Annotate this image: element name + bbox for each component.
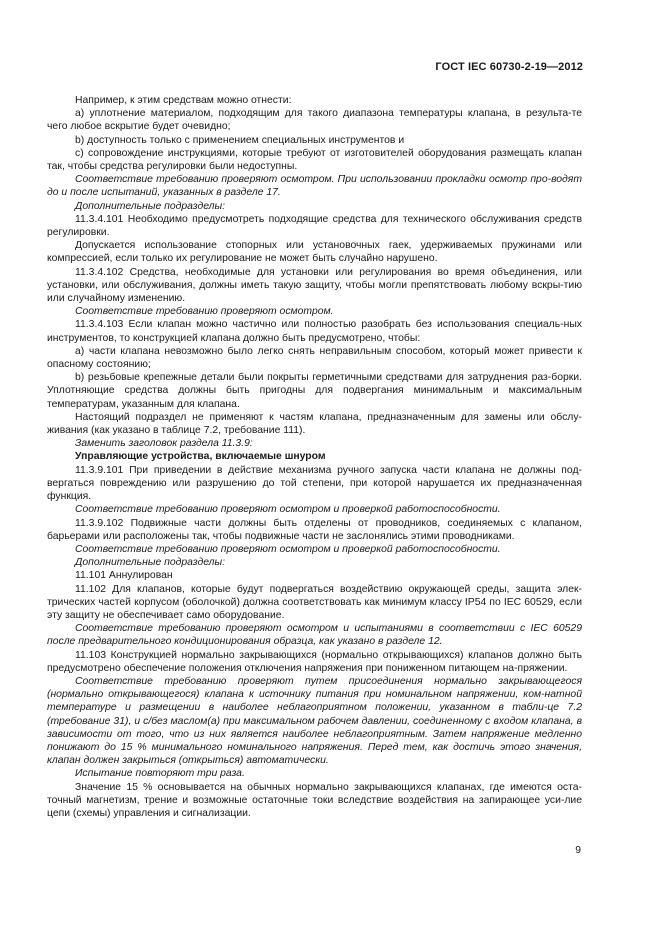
paragraph: 11.3.4.103 Если клапан можно частично или полностью разобрать без использования специаль-ных инструментов, то конструкцией клапана должно быть предусмотрено, чтобы: [47, 319, 582, 344]
paragraph: 11.3.4.101 Необходимо предусмотреть подходящие средства для технического обслуживания средств регулировки. [47, 213, 582, 239]
paragraph: Настоящий подраздел не применяют к частям клапана, предназначенным для замены или обслу-живания (как указано в таблице 7.2, требование 111). [47, 411, 582, 437]
section-heading: Управляющие устройства, включаемые шнуром [75, 451, 326, 463]
paragraph: Допускается использование стопорных или установочных гаек, удерживаемых пружинами или компрессией, если только их регулирование не может быть случайно нарушено. [47, 240, 582, 265]
paragraph: Например, к этим средствам можно отнести: [75, 95, 292, 106]
paragraph: Дополнительные подразделы: [75, 557, 226, 569]
paragraph: Соответствие требованию проверяют осмотром. [75, 306, 334, 318]
paragraph: а) части клапана невозможно было легко снять неправильным способом, который может привести к опасному состоянию; [47, 345, 582, 371]
paragraph: 11.3.9.101 При приведении в действие механизма ручного запуска части клапана не должны под-вергаться повреждению или разрушению до той степени, при которой нарушается их предназначенная функция. [47, 464, 582, 503]
paragraph: с) сопровождение инструкциями, которые требуют от изготовителей оборудования размещать клапан так, чтобы средства регулировки были недоступны. [47, 147, 582, 173]
paragraph: 11.102 Для клапанов, которые будут подвергаться воздействию окружающей среды, защита элек-трических частей корпусом (оболочкой) должна соответствовать как минимум классу IP54 по IEC 60529, если эту защиту не обеспечивает само оборудование. [47, 583, 582, 621]
paragraph: Дополнительные подразделы: [75, 200, 226, 212]
paragraph: Соответствие требованию проверяют осмотром. При использовании прокладки осмотр про-водят до и после испытаний, указанных в разделе 17. [47, 174, 582, 199]
paragraph: Соответствие требованию проверяют путем присоединения нормально закрывающегося (нормально открывающегося) клапана к источнику питания при номинальном напряжении, ком-натной температуре и размещении в наиболее неблагоприятном положении, указанном в табли-це 7.2 (требование 31), и с/без маслом(а) при максимальном рабочем давлении, соединенному с входом клапана, в зависимости от того, что из них является наиболее неблагоприятным. Затем напряжение медленно понижают до 15 % минимального номинального напряжения. Перед тем, как достичь этого значения, клапан должен закрыться (открыться) автоматически. [47, 675, 582, 767]
paragraph: 11.101 Аннулирован [75, 570, 173, 582]
paragraph: а) уплотнение материалом, подходящим для такого диапазона температуры клапана, в результа-те чего любое вскрытие будет очевидно; [47, 108, 582, 133]
paragraph: Испытание повторяют три раза. [75, 768, 245, 780]
paragraph: b) доступность только с применением специальных инструментов и [75, 134, 405, 146]
paragraph: Соответствие требованию проверяют осмотром и проверкой работоспособности. [75, 504, 501, 516]
document-body [47, 94, 582, 820]
document-header: ГОСТ IEC 60730-2-19—2012 [435, 61, 583, 73]
paragraph: Соответствие требованию проверяют осмотром и проверкой работоспособности. [75, 543, 501, 555]
paragraph: Соответствие требованию проверяют осмотром и испытаниями в соответствии с IEC 60529 после предварительного кондиционирования образца, как указано в разделе 12. [47, 623, 582, 648]
paragraph: 11.3.4.102 Средства, необходимые для установки или регулирования во время объединения, или установки, или обслуживания, должны иметь такую защиту, чтобы могли препятствовать любому вскры-тию или случайному изменению. [47, 266, 582, 305]
paragraph: b) резьбовые крепежные детали были покрыты герметичными средствами для затруднения раз-борки. Уплотняющие средства должны быть пригодны для подвергания минимальным и максимальным температурам, указанным для клапана. [47, 372, 582, 410]
paragraph: Значение 15 % основывается на обычных нормально закрывающихся клапанах, где имеются оста-точный магнетизм, трение и возможные остаточные токи вследствие воздействия на запирающее уси-лие цепи (схемы) управления и сигнализации. [47, 781, 582, 819]
page-number: 9 [575, 845, 581, 856]
paragraph: Заменить заголовок раздела 11.3.9: [75, 438, 253, 450]
paragraph: 11.103 Конструкцией нормально закрывающихся (нормально открывающихся) клапанов должно быть предусмотрено обеспечение положения отключения напряжения при пониженном питающем на-пряжении. [47, 649, 582, 674]
paragraph: 11.3.9.102 Подвижные части должны быть отделены от проводников, соединяемых с клапаном, барьерами или расположены так, чтобы подвижные части не заслонялись этими проводниками. [47, 517, 582, 542]
